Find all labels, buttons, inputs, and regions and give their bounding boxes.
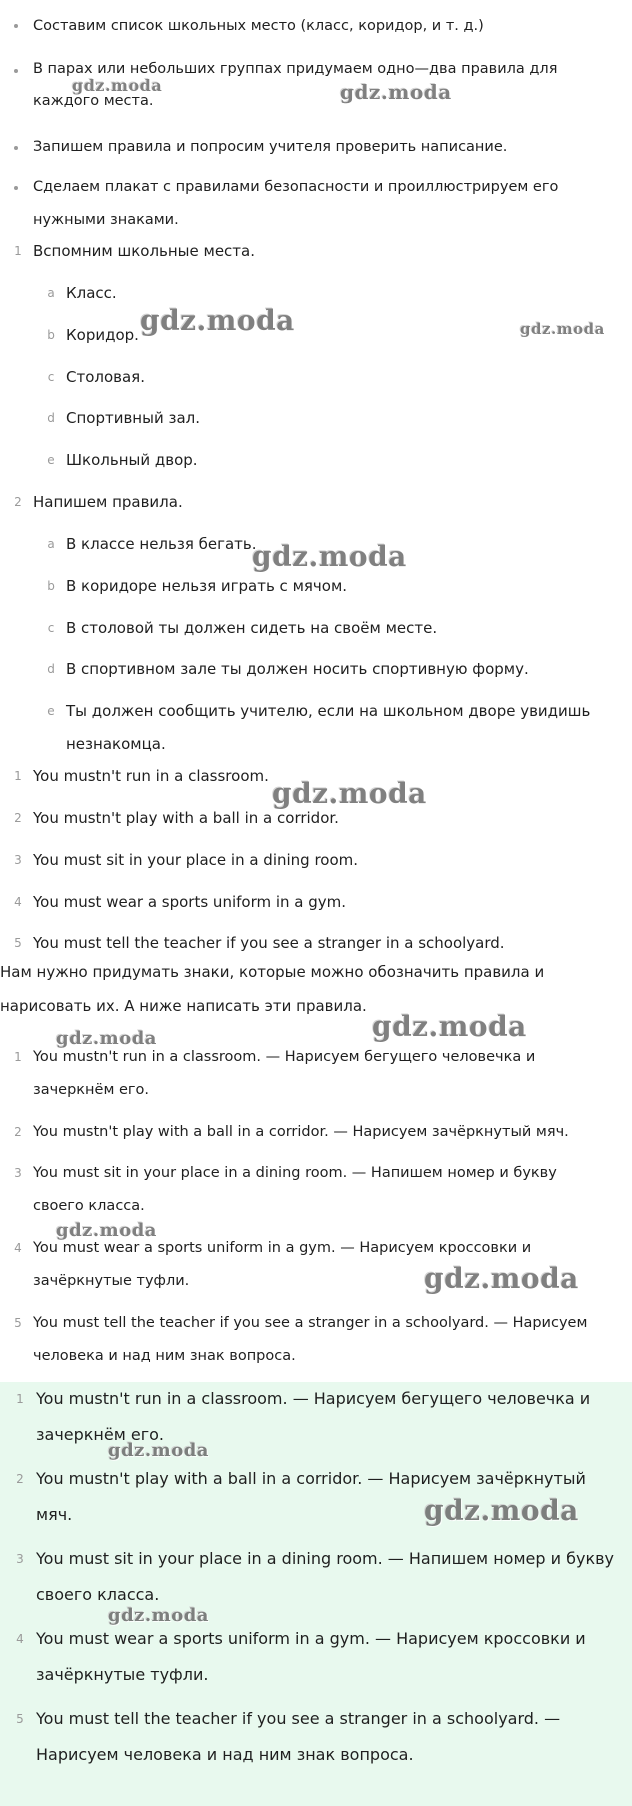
answer-line: своего класса. (36, 1585, 160, 1604)
sign-line: You must wear a sports uniform in a gym. — Нарисуем кроссовки и (33, 1240, 532, 1256)
answer-line: зачёркнутые туфли. (36, 1665, 209, 1684)
list-letter: d (47, 662, 55, 676)
sign-line: You must tell the teacher if you see a stranger in a schoolyard. — Нарисуем (33, 1315, 588, 1331)
rule-text: You must tell the teacher if you see a stranger in a schoolyard. (33, 934, 505, 952)
watermark: gdz.moda (424, 1494, 579, 1527)
bullet-text: Сделаем плакат с правилами безопасности и проиллюстрируем его (33, 179, 559, 195)
list-letter: a (47, 537, 55, 551)
watermark: gdz.moda (56, 1028, 157, 1049)
watermark: gdz.moda (140, 304, 295, 337)
list-number: 1 (16, 1392, 24, 1406)
watermark: gdz.moda (272, 777, 427, 810)
list-item: Школьный двор. (66, 451, 198, 469)
list-number: 4 (16, 1632, 24, 1646)
list-letter: e (47, 453, 55, 467)
bullet-text: Запишем правила и попросим учителя проверить написание. (33, 139, 508, 155)
bullet-text: В парах или небольших группах придумаем одно—два правила для (33, 61, 558, 77)
paragraph-line: Нам нужно придумать знаки, которые можно обозначить правила и (0, 963, 545, 981)
list-item: Столовая. (66, 368, 145, 386)
list-number: 2 (14, 1125, 22, 1139)
answer-line: You mustn't run in a classroom. — Нарисуем бегущего человечка и (36, 1389, 591, 1408)
bullet-dot (14, 186, 18, 190)
list-number: 1 (14, 244, 22, 258)
list-number: 4 (14, 895, 22, 909)
sign-line: You mustn't run in a classroom. — Нарисуем бегущего человечка и (33, 1049, 536, 1065)
answer-line: Нарисуем человека и над ним знак вопроса. (36, 1745, 414, 1764)
list-item: В коридоре нельзя играть с мячом. (66, 577, 348, 595)
rule-text: You must sit in your place in a dining room. (33, 851, 359, 869)
list-number: 1 (14, 769, 22, 783)
list-letter: b (47, 328, 55, 342)
paragraph-line: нарисовать их. А ниже написать эти правила. (0, 997, 367, 1015)
list-number: 1 (14, 1050, 22, 1064)
bullet-dot (14, 69, 18, 73)
list-item: В столовой ты должен сидеть на своём месте. (66, 619, 438, 637)
bullet-dot (14, 146, 18, 150)
list-item: Ты должен сообщить учителю, если на школьном дворе увидишь (66, 702, 591, 720)
answer-line: зачеркнём его. (36, 1425, 165, 1444)
rule-text: You must wear a sports uniform in a gym. (33, 893, 347, 911)
list-number: 2 (16, 1472, 24, 1486)
list-number: 3 (16, 1552, 24, 1566)
list-item: Спортивный зал. (66, 409, 200, 427)
bullet-text: нужными знаками. (33, 212, 179, 228)
answer-line: мяч. (36, 1505, 73, 1524)
rule-text: You mustn't play with a ball in a corridor. (33, 809, 339, 827)
watermark: gdz.moda (424, 1262, 579, 1295)
list-item: В спортивном зале ты должен носить спортивную форму. (66, 660, 529, 678)
list-letter: c (47, 621, 55, 635)
task-title: Напишем правила. (33, 493, 183, 511)
list-number: 4 (14, 1241, 22, 1255)
list-number: 3 (14, 853, 22, 867)
list-number: 5 (16, 1712, 24, 1726)
watermark: gdz.moda (520, 320, 605, 338)
bullet-text: каждого места. (33, 93, 154, 109)
bullet-dot (14, 24, 18, 28)
sign-line: своего класса. (33, 1198, 145, 1214)
list-letter: b (47, 579, 55, 593)
answer-line: You must tell the teacher if you see a stranger in a schoolyard. — (36, 1709, 561, 1728)
answer-line: You must wear a sports uniform in a gym. — Нарисуем кроссовки и (36, 1629, 586, 1648)
watermark: gdz.moda (56, 1220, 157, 1241)
list-number: 2 (14, 495, 22, 509)
answer-line: You must sit in your place in a dining room. — Напишем номер и букву (36, 1549, 614, 1568)
list-letter: e (47, 704, 55, 718)
sign-line: зачеркнём его. (33, 1082, 150, 1098)
list-item: Класс. (66, 284, 117, 302)
list-item: В классе нельзя бегать. (66, 535, 257, 553)
watermark: gdz.moda (108, 1440, 209, 1461)
list-number: 3 (14, 1166, 22, 1180)
list-letter: d (47, 411, 55, 425)
sign-line: человека и над ним знак вопроса. (33, 1348, 296, 1364)
watermark: gdz.moda (372, 1010, 527, 1043)
list-letter: a (47, 286, 55, 300)
list-number: 2 (14, 811, 22, 825)
watermark: gdz.moda (72, 76, 163, 95)
sign-line: зачёркнутые туфли. (33, 1273, 190, 1289)
watermark: gdz.moda (252, 540, 407, 573)
list-number: 5 (14, 936, 22, 950)
list-item-continuation: незнакомца. (66, 735, 166, 753)
list-item: Коридор. (66, 326, 139, 344)
task-title: Вспомним школьные места. (33, 242, 256, 260)
sign-line: You must sit in your place in a dining room. — Напишем номер и букву (33, 1165, 557, 1181)
sign-line: You mustn't play with a ball in a corridor. — Нарисуем зачёркнутый мяч. (33, 1124, 569, 1140)
list-letter: c (47, 370, 55, 384)
list-number: 5 (14, 1316, 22, 1330)
answer-line: You mustn't play with a ball in a corridor. — Нарисуем зачёркнутый (36, 1469, 586, 1488)
rule-text: You mustn't run in a classroom. (33, 767, 269, 785)
watermark: gdz.moda (340, 80, 452, 104)
bullet-text: Составим список школьных место (класс, коридор, и т. д.) (33, 18, 484, 34)
watermark: gdz.moda (108, 1605, 209, 1626)
